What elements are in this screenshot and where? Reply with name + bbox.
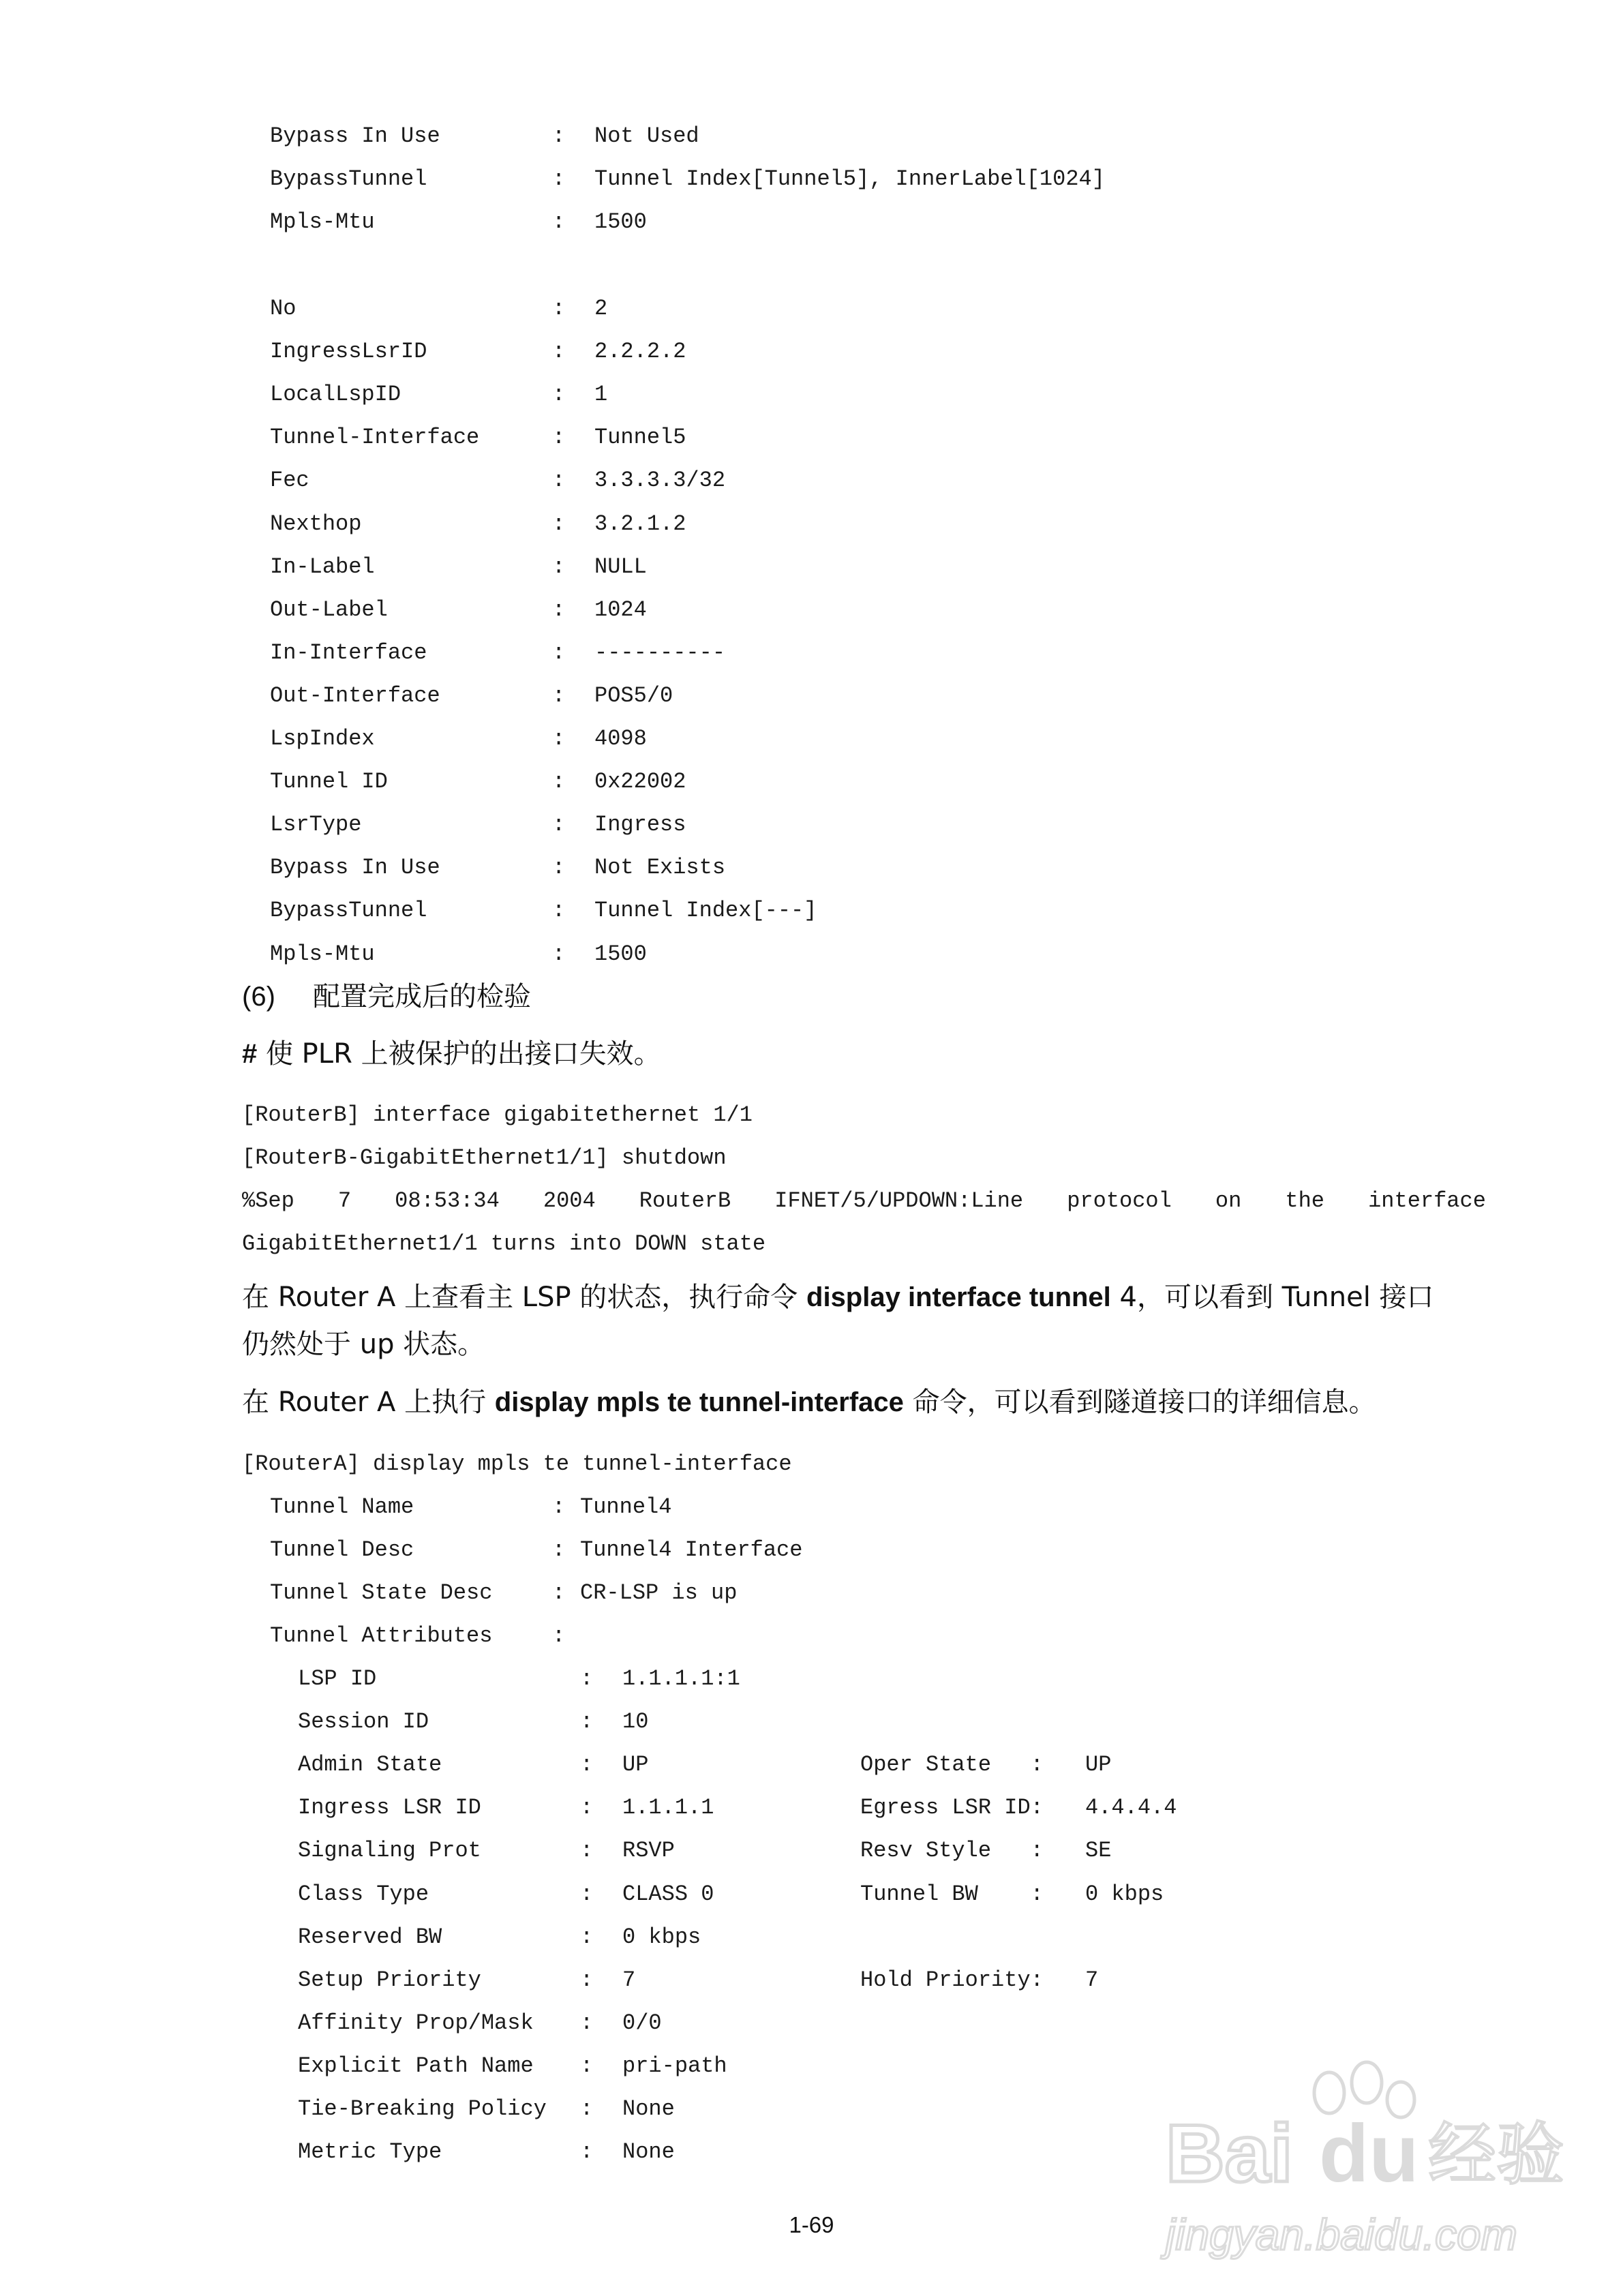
kv-separator: :	[552, 339, 566, 365]
kv-value: 0/0	[622, 2010, 662, 2036]
log-token: on	[1215, 1188, 1242, 1213]
kv-key: Mpls-Mtu	[270, 941, 375, 967]
kv-key: Nexthop	[270, 511, 362, 537]
kv-separator: :	[580, 2010, 594, 2036]
log-token: 08:53:34	[395, 1188, 500, 1213]
kv-key: No	[270, 296, 297, 321]
kv-key: Class Type	[298, 1881, 429, 1907]
kv-key: Session ID	[298, 1709, 429, 1735]
kv-value: 1500	[594, 209, 647, 235]
kv-value: 1.1.1.1:1	[622, 1666, 740, 1691]
section-title: 配置完成后的检验	[313, 981, 531, 1012]
kv-separator: :	[552, 812, 566, 838]
kv-value: 0 kbps	[622, 1924, 701, 1950]
kv-key: Tunnel State Desc	[270, 1580, 493, 1605]
kv-value: None	[622, 2096, 675, 2121]
kv-value: None	[622, 2139, 675, 2165]
kv-separator: :	[552, 123, 566, 149]
kv-value-secondary: SE	[1085, 1838, 1112, 1864]
kv-separator: :	[580, 1709, 594, 1735]
command-line: [RouterB-GigabitEthernet1/1] shutdown	[242, 1145, 727, 1170]
kv-value: ----------	[594, 639, 726, 665]
kv-value: Ingress	[594, 812, 686, 838]
kv-key: In-Label	[270, 554, 375, 579]
kv-key: Tunnel Attributes	[270, 1623, 493, 1648]
watermark-brand: Bai	[1166, 2108, 1293, 2199]
paragraph-line: 仍然处于 up 状态。	[242, 1329, 485, 1360]
kv-separator: :	[580, 1924, 594, 1950]
log-token: %Sep	[242, 1188, 294, 1213]
kv-key: In-Interface	[270, 639, 427, 665]
kv-value: Tunnel4 Interface	[580, 1537, 803, 1562]
kv-key: Out-Interface	[270, 682, 440, 708]
kv-key: Tie-Breaking Policy	[298, 2096, 547, 2121]
section-heading	[242, 979, 531, 1014]
paragraph-text: 在 Router A 上执行	[242, 1387, 495, 1418]
kv-value: 1	[594, 382, 608, 408]
kv-separator: :	[580, 1967, 594, 1993]
kv-key: LsrType	[270, 812, 362, 838]
kv-value: CR-LSP is up	[580, 1580, 738, 1605]
inline-command: display mpls te tunnel-interface	[494, 1387, 904, 1417]
kv-separator: :	[552, 1537, 566, 1562]
log-token: 7	[337, 1188, 352, 1213]
kv-value: Tunnel Index[Tunnel5], InnerLabel[1024]	[594, 166, 1105, 192]
kv-value-secondary: 7	[1085, 1967, 1099, 1993]
kv-key: Admin State	[298, 1752, 442, 1778]
kv-key: Fec	[270, 468, 309, 494]
command-line: [RouterA] display mpls te tunnel-interface	[242, 1451, 792, 1477]
kv-separator: :	[580, 1795, 594, 1821]
kv-separator: :	[552, 769, 566, 795]
kv-key: IngressLsrID	[270, 339, 427, 365]
kv-key: LSP ID	[298, 1666, 377, 1691]
kv-value: Tunnel4	[580, 1494, 672, 1520]
kv-value: 2.2.2.2	[594, 339, 686, 365]
paragraph-text: 命令，可以看到隧道接口的详细信息。	[903, 1387, 1376, 1418]
kv-separator: :	[580, 1881, 594, 1907]
kv-separator: :	[552, 1494, 566, 1520]
kv-separator: :	[580, 1666, 594, 1691]
kv-value: 10	[622, 1709, 649, 1735]
kv-value: 3.3.3.3/32	[594, 468, 726, 494]
watermark-cn: 经验	[1428, 2115, 1564, 2194]
kv-separator: :	[552, 166, 566, 192]
kv-value: 0x22002	[594, 769, 686, 795]
kv-separator: :	[580, 1838, 594, 1864]
log-token: the	[1285, 1188, 1324, 1213]
kv-key: Setup Priority	[298, 1967, 481, 1993]
kv-separator: :	[580, 2053, 594, 2079]
kv-separator: :	[552, 639, 566, 665]
kv-key: Bypass In Use	[270, 123, 440, 149]
kv-key: BypassTunnel	[270, 166, 427, 192]
kv-value: POS5/0	[594, 682, 673, 708]
baidu-jingyan-watermark	[1152, 2052, 1575, 2270]
kv-key-secondary: Tunnel BW :	[860, 1881, 1044, 1907]
kv-value: Tunnel5	[594, 425, 686, 451]
kv-separator: :	[580, 2096, 594, 2121]
kv-separator: :	[552, 682, 566, 708]
log-token: protocol	[1067, 1188, 1172, 1213]
kv-separator: :	[552, 296, 566, 321]
log-token: IFNET/5/UPDOWN:Line	[774, 1188, 1024, 1213]
kv-separator: :	[552, 209, 566, 235]
kv-value: Not Used	[594, 123, 699, 149]
step-instruction	[242, 1036, 661, 1072]
kv-separator: :	[580, 2139, 594, 2165]
section-number: (6)	[242, 982, 275, 1012]
kv-key: Signaling Prot	[298, 1838, 481, 1864]
step-text: 使 PLR 上被保护的出接口失效。	[257, 1038, 661, 1070]
kv-key: Explicit Path Name	[298, 2053, 534, 2079]
kv-key-secondary: Oper State :	[860, 1752, 1044, 1778]
kv-key-secondary: Egress LSR ID:	[860, 1795, 1044, 1821]
kv-separator: :	[552, 898, 566, 924]
kv-key: LocalLspID	[270, 382, 401, 408]
inline-command: display interface tunnel	[806, 1282, 1111, 1312]
kv-value-secondary: 4.4.4.4	[1085, 1795, 1177, 1821]
kv-separator: :	[552, 425, 566, 451]
kv-separator: :	[552, 382, 566, 408]
kv-separator: :	[552, 468, 566, 494]
kv-key: Bypass In Use	[270, 855, 440, 881]
log-token: interface	[1368, 1188, 1486, 1213]
paragraph-line	[242, 1280, 1434, 1315]
kv-key: LspIndex	[270, 726, 375, 751]
watermark-url: jingyan.baidu.com	[1166, 2210, 1517, 2259]
kv-separator: :	[580, 1752, 594, 1778]
hash-marker: #	[242, 1039, 258, 1069]
kv-key: Out-Label	[270, 596, 388, 622]
kv-separator: :	[552, 554, 566, 579]
log-line	[242, 1188, 1486, 1215]
kv-key-secondary: Hold Priority:	[860, 1967, 1044, 1993]
kv-separator: :	[552, 596, 566, 622]
paragraph-text: 4，可以看到 Tunnel 接口	[1110, 1282, 1434, 1313]
kv-separator: :	[552, 1580, 566, 1605]
kv-separator: :	[552, 1623, 566, 1648]
kv-key: BypassTunnel	[270, 898, 427, 924]
kv-value: 1.1.1.1	[622, 1795, 714, 1821]
kv-value-secondary: UP	[1085, 1752, 1112, 1778]
kv-key: Tunnel ID	[270, 769, 388, 795]
kv-value: RSVP	[622, 1838, 675, 1864]
kv-key: Affinity Prop/Mask	[298, 2010, 534, 2036]
kv-value: Tunnel Index[---]	[594, 898, 817, 924]
kv-key: Ingress LSR ID	[298, 1795, 481, 1821]
kv-value: UP	[622, 1752, 649, 1778]
kv-key: Reserved BW	[298, 1924, 442, 1950]
kv-key: Metric Type	[298, 2139, 442, 2165]
kv-key: Tunnel Name	[270, 1494, 414, 1520]
kv-separator: :	[552, 726, 566, 751]
kv-value: Not Exists	[594, 855, 726, 881]
kv-key-secondary: Resv Style :	[860, 1838, 1044, 1864]
log-token: RouterB	[639, 1188, 731, 1213]
log-token: 2004	[543, 1188, 596, 1213]
kv-separator: :	[552, 855, 566, 881]
kv-key: Tunnel Desc	[270, 1537, 414, 1562]
kv-separator: :	[552, 511, 566, 537]
kv-value: NULL	[594, 554, 647, 579]
kv-value: 1024	[594, 596, 647, 622]
kv-value: 4098	[594, 726, 647, 751]
kv-value: 1500	[594, 941, 647, 967]
kv-value: 3.2.1.2	[594, 511, 686, 537]
watermark-brand-du: du	[1319, 2108, 1419, 2199]
paragraph-text: 在 Router A 上查看主 LSP 的状态，执行命令	[242, 1282, 807, 1313]
kv-value: 2	[594, 296, 608, 321]
kv-key: Tunnel-Interface	[270, 425, 480, 451]
kv-value-secondary: 0 kbps	[1085, 1881, 1164, 1907]
kv-value: CLASS 0	[622, 1881, 714, 1907]
kv-key: Mpls-Mtu	[270, 209, 375, 235]
page-number: 1-69	[789, 2212, 834, 2237]
command-line: [RouterB] interface gigabitethernet 1/1	[242, 1102, 753, 1128]
log-line-continued: GigabitEthernet1/1 turns into DOWN state	[242, 1231, 766, 1256]
paragraph-line	[242, 1385, 1376, 1420]
kv-value: 7	[622, 1967, 636, 1993]
kv-separator: :	[552, 941, 566, 967]
kv-value: pri-path	[622, 2053, 727, 2079]
